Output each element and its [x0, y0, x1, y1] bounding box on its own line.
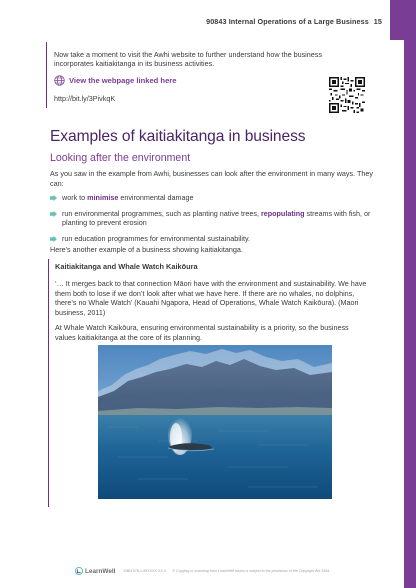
bullet-item: run environmental programmes, such as planting native trees, repopulating streams with fish, or planting to prevent erosion [50, 209, 380, 228]
arrow-bullet-icon [50, 211, 57, 217]
webpage-link-label[interactable]: View the webpage linked here [69, 76, 177, 86]
webpage-link[interactable] [54, 75, 369, 86]
section-intro: As you saw in the example from Awhi, businesses can look after the environment in many ways. They can: [50, 169, 373, 188]
page-number: 15 [373, 17, 382, 26]
footer-code: ISBN 978-1-99XXXX-XX-X [123, 569, 167, 573]
section-heading: Examples of kaitiakitanga in business [50, 128, 306, 145]
side-tab [390, 0, 404, 40]
section-subheading: Looking after the environment [50, 152, 191, 164]
short-url[interactable]: http://bit.ly/3PivkqK [54, 94, 116, 104]
globe-icon [54, 75, 65, 86]
callout-intro: Now take a moment to visit the Awhi website to further understand how the business incorporates kaitiakitanga in its business activities. [54, 50, 322, 69]
case-study-text: At Whale Watch Kaikōura, ensuring environmental sustainability is a priority, so the business values kaitiakitanga at the core of its planning. [55, 323, 349, 342]
side-bar [404, 0, 416, 588]
keyword-minimise: minimise [87, 193, 119, 202]
case-study-quote: ‘… It merges back to that connection Māori have with the environment and sustainability. We have them both to lose if we don’t look after what we have here. If there are no whales, no dolphins, there’s no Whale Watch’ (Kauahi Ngapora, Head of Operations, Whale Watch Kaikōura). (Maori business, 2011) [55, 279, 367, 317]
keyword-repopulating: repopulating [260, 208, 305, 218]
another-example-text: Here’s another example of a business showing kaitiakitanga. [50, 245, 243, 254]
footer-copyright: © Copying or scanning from LearnWell books is subject to the provisions of the Copyright Act 1994. [172, 569, 331, 573]
qr-code [329, 77, 365, 113]
website-callout [46, 42, 369, 108]
learnwell-logo-icon [75, 567, 83, 575]
bullet-list [50, 193, 380, 249]
arrow-bullet-icon [50, 195, 57, 201]
bullet-item: work to minimise environmental damage [50, 193, 380, 203]
page-footer [75, 567, 330, 575]
header-title: 90843 Internal Operations of a Large Business [206, 17, 369, 26]
bullet-item: run education programmes for environmental sustainability. [50, 234, 380, 244]
case-study-title: Kaitiakitanga and Whale Watch Kaikōura [55, 262, 198, 271]
arrow-bullet-icon [50, 236, 57, 242]
whale-photo [98, 345, 332, 499]
running-header [206, 17, 382, 26]
footer-brand: LearnWell [85, 567, 116, 575]
